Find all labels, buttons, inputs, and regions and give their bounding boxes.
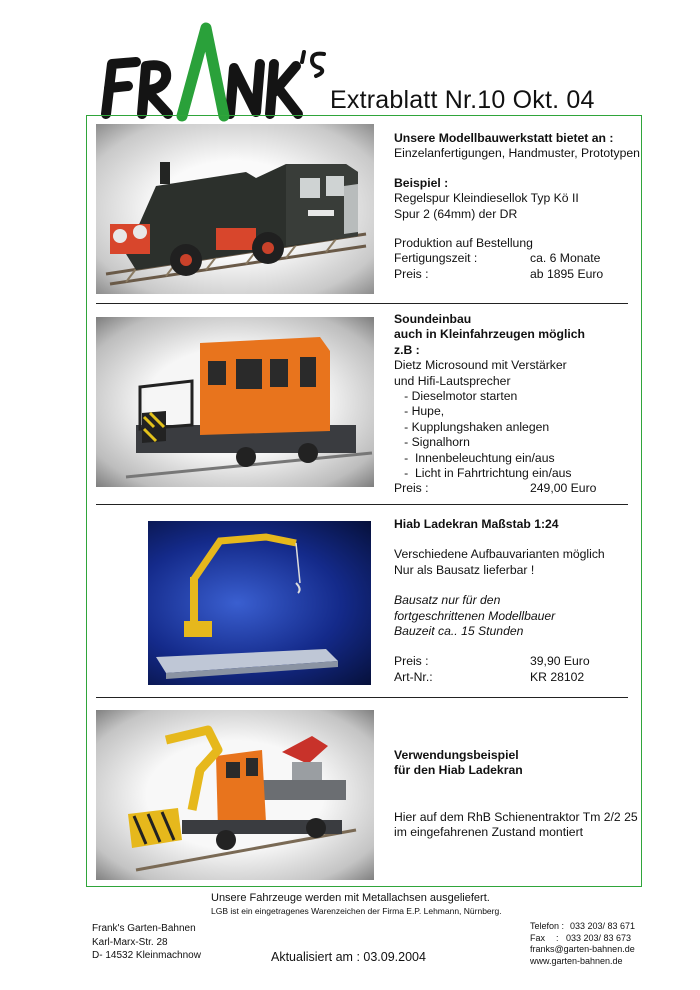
section-3-text (394, 517, 605, 685)
section-2-line: - Licht in Fahrtrichtung ein/aus (394, 466, 572, 481)
newsletter-headline: Extrablatt Nr.10 Okt. 04 (330, 86, 595, 114)
address-line: Karl-Marx-Str. 28 (92, 936, 168, 948)
section-2-line: - Innenbeleuchtung ein/aus (394, 450, 555, 465)
email-link[interactable]: franks@garten-bahnen.de (530, 944, 635, 954)
section-1-row (394, 267, 640, 282)
section-2-text (394, 312, 596, 497)
section-4-line: im eingefahrenen Zustand montiert (394, 825, 584, 840)
section-3-line: Nur als Bausatz lieferbar ! (394, 562, 535, 577)
section-4-text (394, 748, 638, 841)
contact-block (530, 921, 635, 967)
section-3-italic: Bausatz nur für den (394, 593, 501, 608)
address-line: Frank's Garten-Bahnen (92, 923, 196, 934)
contact-label: Fax (530, 932, 546, 943)
updated-date: Aktualisiert am : 03.09.2004 (271, 950, 426, 964)
contact-label: Telefon : (530, 921, 565, 931)
section-1-row (394, 251, 640, 266)
contact-value: 033 203/ 83 671 (570, 921, 636, 931)
orange-rail-tractor-photo (96, 317, 374, 487)
section-1-example-line: Regelspur Kleindiesellok Typ Kö II (394, 191, 579, 206)
row-label: Art-Nr.: (394, 669, 433, 684)
section-4-line: Hier auf dem RhB Schienentraktor Tm 2/2 25 (394, 809, 638, 824)
tractor-illustration (96, 317, 374, 487)
contact-row (530, 921, 635, 933)
website-link[interactable]: www.garten-bahnen.de (530, 955, 623, 966)
section-2-title: auch in Kleinfahrzeugen möglich (394, 327, 585, 342)
section-2-line: - Dieselmotor starten (394, 389, 518, 404)
diesel-locomotive-photo (96, 124, 374, 294)
row-label: Preis : (394, 266, 429, 281)
row-value: KR 28102 (530, 669, 585, 684)
tractor-with-crane-photo (96, 710, 374, 880)
row-label: Preis : (394, 481, 429, 496)
section-3-italic: Bauzeit ca.. 15 Stunden (394, 624, 524, 639)
section-divider (96, 697, 628, 698)
row-value: 39,90 Euro (530, 654, 590, 669)
locomotive-illustration (96, 124, 374, 294)
section-2-line: - Kupplungshaken anlegen (394, 419, 550, 434)
section-3-row (394, 670, 605, 685)
section-3-italic: fortgeschrittenen Modellbauer (394, 608, 556, 623)
section-3-title: Hiab Ladekran Maßstab 1:24 (394, 517, 559, 531)
crane-illustration (96, 517, 374, 687)
section-2-line: - Hupe, (394, 404, 445, 419)
section-1-title: Unsere Modellbauwerkstatt bietet an : (394, 131, 614, 145)
loading-crane-photo (96, 517, 374, 687)
metal-axles-note: Unsere Fahrzeuge werden mit Metallachsen ausgeliefert. (211, 892, 490, 904)
contact-value: : 033 203/ 83 673 (556, 932, 632, 943)
section-4-title: Verwendungsbeispiel (394, 748, 519, 762)
section-2-row (394, 481, 596, 496)
row-value: 249,00 Euro (530, 481, 597, 496)
section-2-title: Soundeinbau (394, 312, 472, 326)
company-address (92, 922, 201, 963)
section-1-production: Produktion auf Bestellung (394, 236, 533, 251)
row-value: ca. 6 Monate (530, 251, 601, 266)
contact-row (530, 933, 635, 945)
row-value: ab 1895 Euro (530, 266, 604, 281)
row-label: Fertigungszeit : (394, 251, 478, 266)
section-divider (96, 504, 628, 505)
section-2-line: und Hifi-Lautsprecher (394, 373, 511, 388)
section-1-example-line: Spur 2 (64mm) der DR (394, 206, 518, 221)
section-2-line: Dietz Microsound mit Verstärker (394, 358, 567, 373)
franks-logo (98, 22, 328, 122)
section-1-offer: Einzelanfertigungen, Handmuster, Prototypen (394, 146, 640, 161)
section-3-row (394, 654, 605, 669)
section-1-subtitle: Beispiel : (394, 175, 449, 190)
address-line: D- 14532 Kleinmachnow (92, 950, 201, 961)
row-label: Preis : (394, 654, 429, 669)
section-divider (96, 303, 628, 304)
trademark-note: LGB ist ein eingetragenes Warenzeichen der Firma E.P. Lehmann, Nürnberg. (211, 906, 502, 916)
section-2-line: - Signalhorn (394, 435, 470, 450)
section-1-text (394, 131, 640, 282)
section-3-line: Verschiedene Aufbauvarianten möglich (394, 547, 605, 562)
tractor-crane-illustration (96, 710, 374, 880)
section-4-title: für den Hiab Ladekran (394, 763, 523, 778)
section-2-title: z.B : (394, 342, 420, 357)
